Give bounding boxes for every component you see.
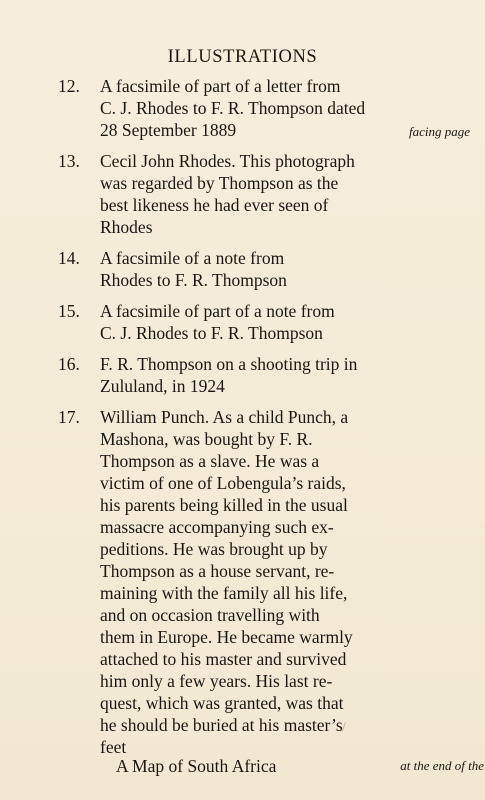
caption-line: peditions. He was brought up by [100,539,328,559]
caption-line: A facsimile of a note from [100,248,285,268]
caption-line: Mashona, was bought by F. R. [100,429,313,449]
item-number: 17. [58,407,80,427]
list-item [58,247,478,291]
caption-line: Rhodes to F. R. Thompson [100,270,287,290]
caption-line: attached to his master and survived [100,649,347,669]
item-caption [100,150,470,238]
illustrations-list [58,75,478,767]
map-location-note: at the end of the [400,758,484,773]
caption-line: him only a few years. His last re- [100,671,333,691]
list-item [58,300,478,344]
caption-line: 28 September 1889 [100,120,237,140]
item-caption [100,300,470,344]
caption-line: F. R. Thompson on a shooting trip in [100,354,358,374]
item-caption [100,247,470,291]
caption-line: maining with the family all his life, [100,583,348,603]
facing-page-note: facing page [408,124,470,139]
list-item [58,150,478,238]
page-title: ILLUSTRATIONS [167,47,318,67]
caption-line: massacre accompanying such ex- [100,517,334,537]
item-number: 14. [58,248,80,268]
caption-line: them in Europe. He became warmly [100,627,353,647]
map-title: A Map of South Africa [116,756,277,776]
caption-line: C. J. Rhodes to F. R. Thompson [100,323,323,343]
caption-line: Rhodes [100,217,153,237]
caption-line: Cecil John Rhodes. This photograph [100,151,355,171]
caption-line: his parents being killed in the usual [100,495,348,515]
caption-line: Thompson as a house servant, re- [100,561,335,581]
caption-line: he should be buried at his master’s [100,715,343,735]
caption-line: was regarded by Thompson as the [100,173,339,193]
item-number: 13. [58,151,80,171]
list-item [58,75,478,141]
list-item [58,353,478,397]
item-number: 12. [58,76,80,96]
list-item [58,406,478,758]
caption-line: A facsimile of part of a note from [100,301,335,321]
caption-line: victim of one of Lobengula’s raids, [100,473,346,493]
caption-line: A facsimile of part of a letter from [100,76,341,96]
caption-line: C. J. Rhodes to F. R. Thompson dated [100,98,366,118]
caption-line: feet [100,737,127,757]
caption-line: Zululand, in 1924 [100,376,225,396]
item-number: 15. [58,301,80,321]
caption-line: quest, which was granted, was that [100,693,344,713]
item-number: 16. [58,354,80,374]
map-entry [116,755,485,777]
item-caption [100,406,470,758]
caption-line: best likeness he had ever seen of [100,195,329,215]
caption-line: Thompson as a slave. He was a [100,451,320,471]
caption-line: and on occasion travelling with [100,605,320,625]
caption-line: William Punch. As a child Punch, a [100,407,349,427]
item-caption [100,353,470,397]
